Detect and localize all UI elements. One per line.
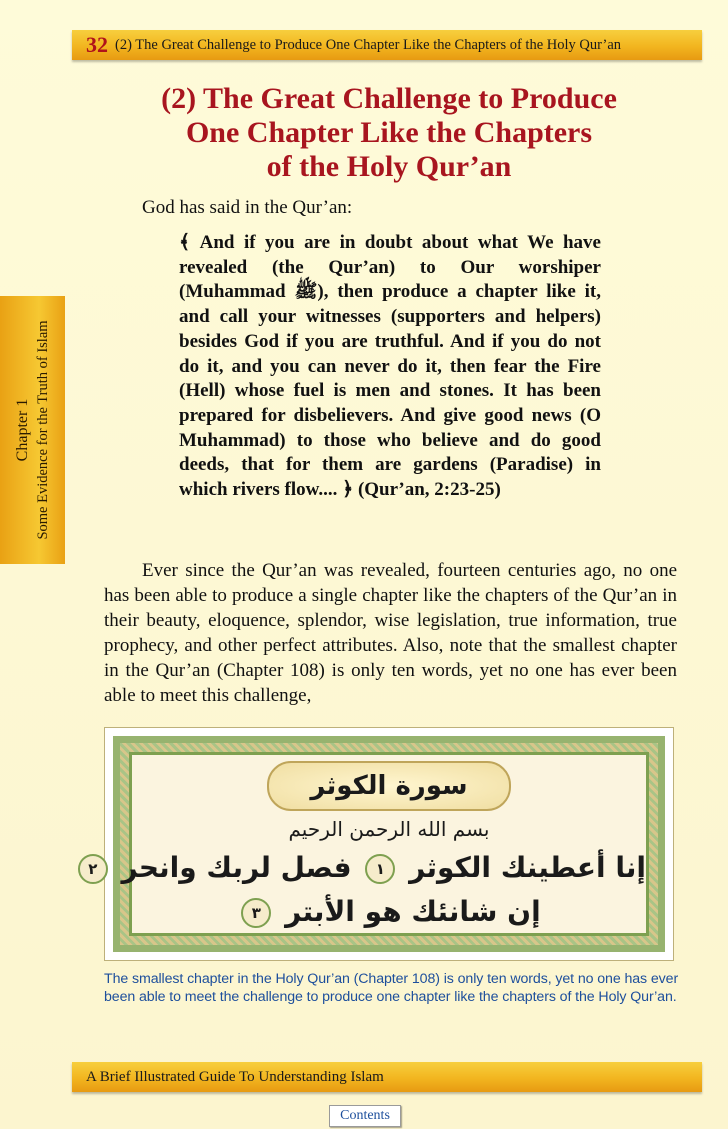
chapter-side-tab [0, 296, 65, 564]
intro-text: God has said in the Qur’an: [142, 197, 353, 218]
ayah-line-1 [88, 851, 646, 884]
running-header-title: (2) The Great Challenge to Produce One Chapter Like the Chapters of the Holy Qur’an [115, 36, 621, 53]
basmala: بسم الله الرحمن الرحيم [288, 817, 490, 841]
running-footer [72, 1062, 702, 1092]
section-title-line-2: One Chapter Like the Chapters [185, 116, 593, 149]
ayah-3-text: إن شانئك هو الأبتر [285, 895, 541, 928]
section-title [104, 82, 674, 184]
ayah-marker-3: ٣ [241, 898, 271, 928]
ayah-2-text: فصل لربك وانحر [121, 851, 352, 884]
side-tab-subtitle: Some Evidence for the Truth of Islam [34, 320, 51, 540]
section-title-line-3: of the Holy Qur’an [266, 150, 512, 183]
surah-title: سورة الكوثر [310, 771, 468, 801]
body-paragraph: Ever since the Qur’an was revealed, fourteen centuries ago, no one has been able to produce a single chapter like the chapters of the Qur’an in their beauty, eloquence, splendor, wise legislation, true information, true prophecy, and other perfect attributes. Also, note that the smallest chapter in the Qur’an (Chapter 108) is only ten words, yet no one has ever been able to meet this challenge, [104, 560, 677, 706]
side-tab-chapter: Chapter 1 [13, 398, 31, 462]
surah-kawthar-figure [88, 727, 674, 961]
ayah-1-text: إنا أعطينك الكوثر [409, 851, 646, 884]
ayah-marker-2: ٢ [78, 854, 108, 884]
ornamental-frame [88, 736, 665, 952]
calligraphy-panel [88, 752, 649, 936]
ayah-line-2 [132, 895, 646, 928]
running-header [72, 30, 702, 60]
figure-caption: The smallest chapter in the Holy Qur’an (Chapter 108) is only ten words, yet no one has ever been able to meet the challenge to produce one chapter like the chapters of the Holy Qur’an. [104, 971, 679, 1005]
quran-quote: ﴾ And if you are in doubt about what We have revealed (the Qur’an) to Our worshiper (Muhammad ﷺ), then produce a chapter like it, and call your witnesses (supporters and helpers) besides God if you are truthful. And if you do not do it, and you can never do it, then fear the Fire (Hell) whose fuel is men and stones. It has been prepared for disbelievers. And give good news (O Muhammad) to those who believe and do good deeds, that for them are gardens (Paradise) in which rivers flow.... ﴿ (Qur’an, 2:23-25) [179, 232, 601, 501]
surah-title-cartouche [267, 761, 511, 811]
section-title-line-1: (2) The Great Challenge to Produce [161, 82, 617, 115]
page-number: 32 [86, 32, 108, 57]
ayah-marker-1: ١ [365, 854, 395, 884]
book-title: A Brief Illustrated Guide To Understanding Islam [86, 1068, 384, 1085]
contents-button[interactable]: Contents [329, 1105, 401, 1127]
